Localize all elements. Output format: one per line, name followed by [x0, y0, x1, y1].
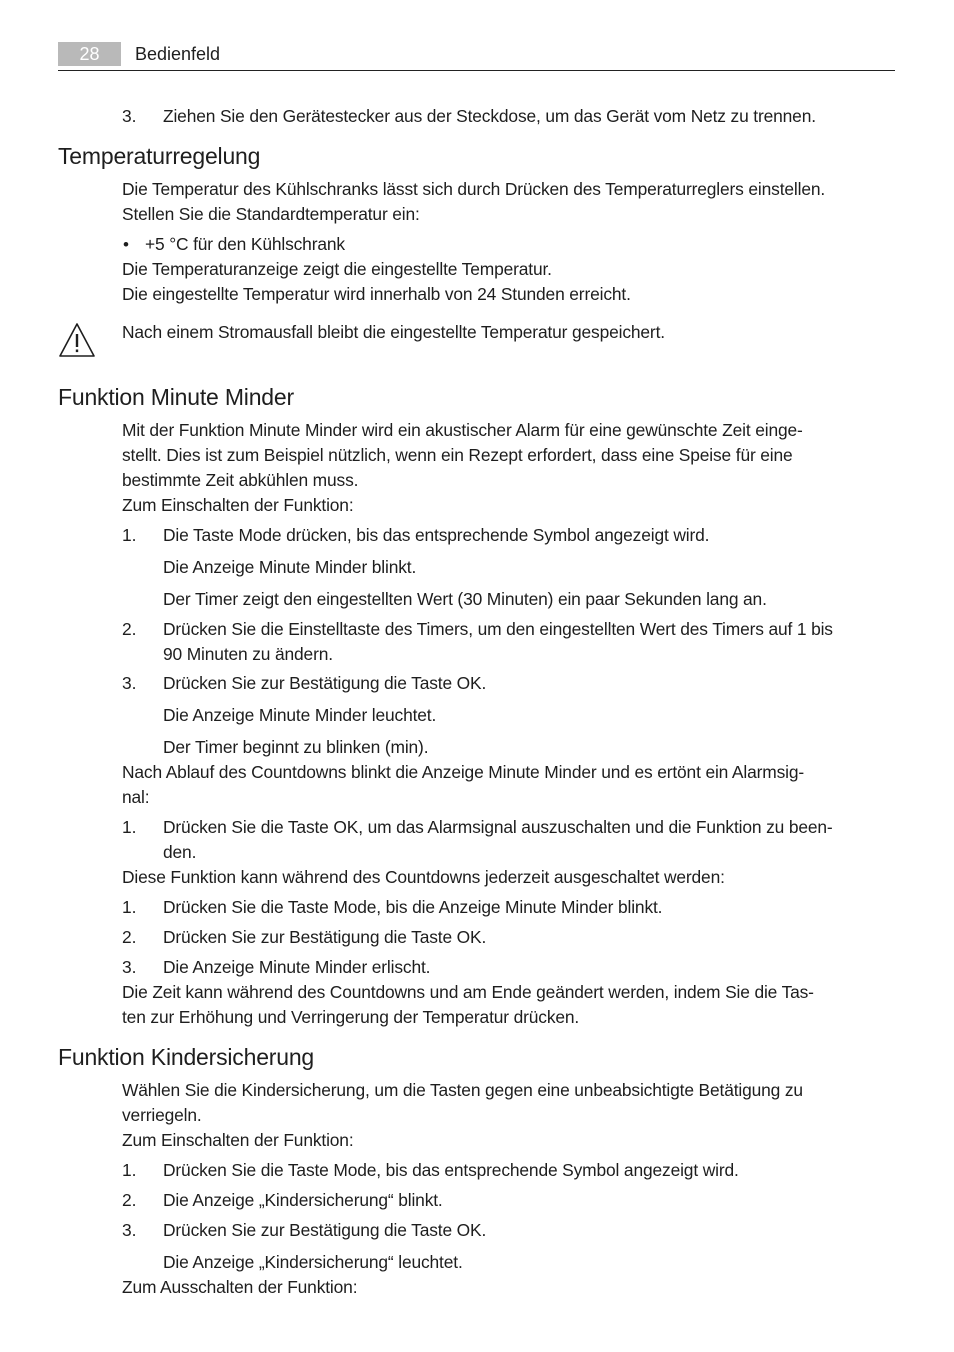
section-title: Bedienfeld: [135, 44, 221, 64]
step-text: Drücken Sie zur Bestätigung die Taste OK.: [163, 1220, 487, 1240]
step-number: 2.: [122, 619, 137, 639]
step-number: 3.: [122, 1220, 137, 1240]
paragraph: Die Zeit kann während des Countdowns und am Ende geändert werden, indem Sie die Tas-: [122, 982, 814, 1002]
step-text: Die Anzeige „Kindersicherung“ blinkt.: [163, 1190, 443, 1210]
step-text: Drücken Sie die Taste Mode, bis das entsprechende Symbol angezeigt wird.: [163, 1160, 739, 1180]
step-text: Drücken Sie die Einstelltaste des Timers, um den eingestellten Wert des Timers auf 1 bis: [163, 619, 833, 639]
heading-temperaturregelung: Temperaturregelung: [58, 143, 261, 169]
step-number: 3.: [122, 957, 137, 977]
bullet-text: +5 °C für den Kühlschrank: [145, 234, 345, 254]
heading-kindersicherung: Funktion Kindersicherung: [58, 1044, 315, 1070]
paragraph: stellt. Dies ist zum Beispiel nützlich, wenn ein Rezept erfordert, dass eine Speise für eine: [122, 445, 793, 465]
page-header: [58, 40, 895, 71]
paragraph: Zum Einschalten der Funktion:: [122, 1130, 354, 1150]
page-number: 28: [58, 42, 121, 66]
paragraph: Wählen Sie die Kindersicherung, um die Tasten gegen eine unbeabsichtigte Betätigung zu: [122, 1080, 803, 1100]
step-result: Die Anzeige „Kindersicherung“ leuchtet.: [163, 1252, 463, 1272]
step-number: 3.: [122, 106, 137, 126]
step-number: 3.: [122, 673, 137, 693]
step-result: Der Timer zeigt den eingestellten Wert (30 Minuten) ein paar Sekunden lang an.: [163, 589, 767, 609]
bullet: •: [123, 235, 129, 254]
paragraph: nal:: [122, 787, 150, 807]
step-text: den.: [163, 842, 197, 862]
step-number: 2.: [122, 1190, 137, 1210]
paragraph: Nach Ablauf des Countdowns blinkt die Anzeige Minute Minder und es ertönt ein Alarmsig-: [122, 762, 805, 782]
step-number: 1.: [122, 897, 137, 917]
heading-minute-minder: Funktion Minute Minder: [58, 384, 294, 410]
step-text: Drücken Sie die Taste Mode, bis die Anzeige Minute Minder blinkt.: [163, 897, 663, 917]
step-number: 1.: [122, 817, 137, 837]
step-text: 90 Minuten zu ändern.: [163, 644, 333, 664]
warning-text: Nach einem Stromausfall bleibt die eingestellte Temperatur gespeichert.: [122, 322, 665, 342]
warning-triangle-icon: [58, 322, 96, 358]
step-text: Drücken Sie zur Bestätigung die Taste OK.: [163, 673, 487, 693]
paragraph: Zum Ausschalten der Funktion:: [122, 1277, 358, 1297]
paragraph: Diese Funktion kann während des Countdowns jederzeit ausgeschaltet werden:: [122, 867, 725, 887]
step-result: Die Anzeige Minute Minder blinkt.: [163, 557, 417, 577]
step-text: Ziehen Sie den Gerätestecker aus der Steckdose, um das Gerät vom Netz zu trennen.: [163, 106, 816, 126]
paragraph: Die Temperaturanzeige zeigt die eingestellte Temperatur.: [122, 259, 552, 279]
paragraph: Zum Einschalten der Funktion:: [122, 495, 354, 515]
step-text: Die Anzeige Minute Minder erlischt.: [163, 957, 431, 977]
paragraph: verriegeln.: [122, 1105, 202, 1125]
paragraph: ten zur Erhöhung und Verringerung der Temperatur drücken.: [122, 1007, 580, 1027]
step-number: 2.: [122, 927, 137, 947]
step-text: Drücken Sie zur Bestätigung die Taste OK.: [163, 927, 487, 947]
step-result: Der Timer beginnt zu blinken (min).: [163, 737, 429, 757]
paragraph: Stellen Sie die Standardtemperatur ein:: [122, 204, 420, 224]
paragraph: Mit der Funktion Minute Minder wird ein akustischer Alarm für eine gewünschte Zeit einge-: [122, 420, 803, 440]
paragraph: bestimmte Zeit abkühlen muss.: [122, 470, 359, 490]
paragraph: Die eingestellte Temperatur wird innerhalb von 24 Stunden erreicht.: [122, 284, 631, 304]
paragraph: Die Temperatur des Kühlschranks lässt sich durch Drücken des Temperaturreglers einstellen.: [122, 179, 826, 199]
step-text: Drücken Sie die Taste OK, um das Alarmsignal auszuschalten und die Funktion zu been-: [163, 817, 833, 837]
step-number: 1.: [122, 525, 137, 545]
step-number: 1.: [122, 1160, 137, 1180]
step-text: Die Taste Mode drücken, bis das entsprechende Symbol angezeigt wird.: [163, 525, 710, 545]
step-result: Die Anzeige Minute Minder leuchtet.: [163, 705, 437, 725]
